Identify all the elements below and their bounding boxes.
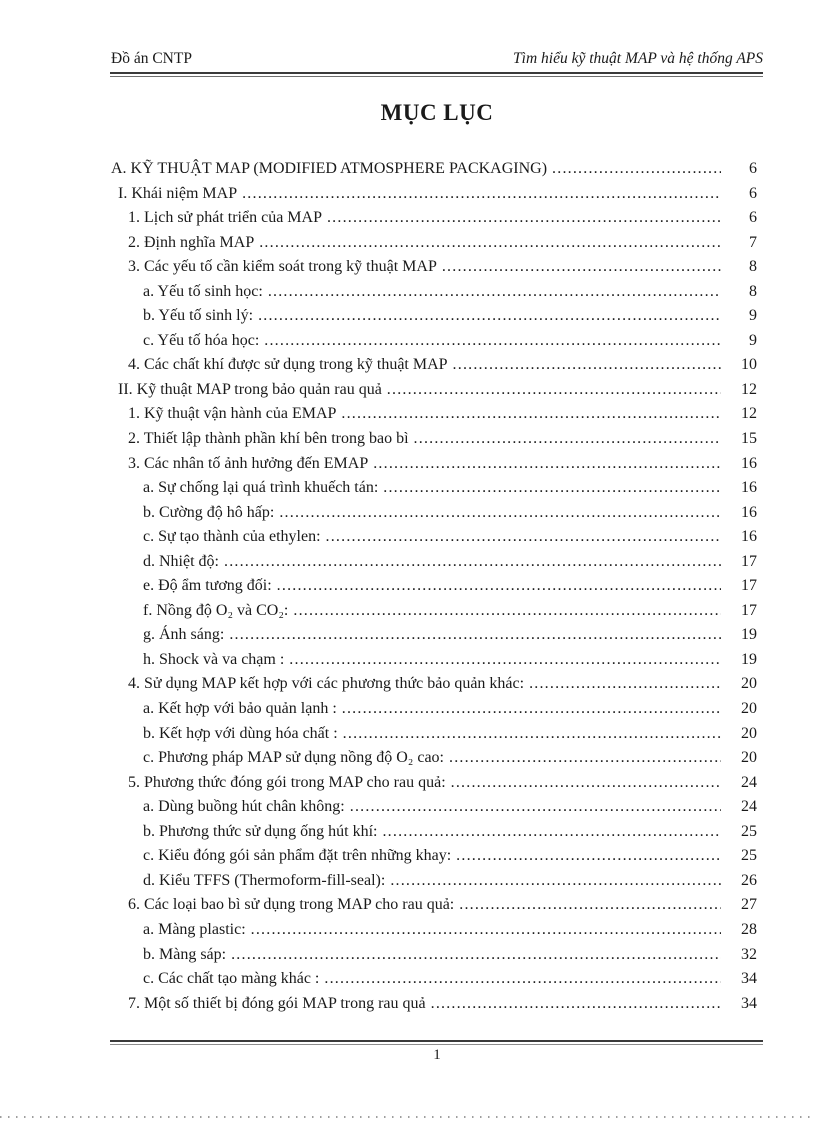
toc-entry[interactable] — [111, 602, 763, 627]
toc-page-number: 16 — [741, 454, 757, 472]
toc-dot-leader — [224, 553, 721, 571]
toc-page-number: 12 — [741, 405, 757, 423]
toc-entry-label: 3. Các yếu tố cần kiểm soát trong kỹ thuật MAP — [128, 258, 437, 276]
toc-page-number: 17 — [741, 601, 757, 619]
toc-dot-leader — [279, 504, 721, 522]
toc-entry-label: 6. Các loại bao bì sử dụng trong MAP cho rau quả: — [128, 896, 455, 914]
toc-dot-leader — [326, 528, 721, 546]
toc-dot-leader — [449, 749, 721, 767]
toc-entry[interactable] — [111, 209, 763, 234]
toc-entry-label: A. KỸ THUẬT MAP (MODIFIED ATMOSPHERE PACKAGING) — [111, 160, 548, 177]
toc-page-number: 6 — [749, 160, 757, 177]
toc-page-number: 26 — [741, 871, 757, 889]
toc-dot-leader — [229, 626, 721, 644]
toc-entry[interactable] — [111, 995, 763, 1020]
toc-entry[interactable] — [111, 356, 763, 381]
toc-dot-leader — [264, 332, 721, 350]
toc-entry[interactable] — [111, 234, 763, 259]
toc-entry[interactable] — [111, 160, 763, 185]
toc-entry[interactable] — [111, 332, 763, 357]
toc-entry-label: b. Màng sáp: — [143, 945, 227, 963]
toc-entry-label: a. Dùng buồng hút chân không: — [143, 798, 345, 816]
footer-page-number: 1 — [433, 1047, 441, 1063]
toc-page-number: 9 — [749, 331, 757, 349]
header-left-text: Đồ án CNTP — [111, 50, 192, 67]
toc-page-number: 25 — [741, 847, 757, 865]
page-header — [111, 50, 763, 68]
toc-dot-leader — [341, 405, 721, 423]
toc-entry[interactable] — [111, 675, 763, 700]
toc-entry-label: c. Yếu tố hóa học: — [143, 331, 260, 349]
toc-entry[interactable] — [111, 405, 763, 430]
toc-entry-label: b. Phương thức sử dụng ống hút khí: — [143, 822, 378, 840]
toc-dot-leader — [390, 872, 721, 890]
toc-dot-leader — [251, 921, 721, 939]
toc-entry-label: b. Kết hợp với dùng hóa chất : — [143, 724, 338, 742]
toc-entry[interactable] — [111, 921, 763, 946]
toc-page-number: 8 — [749, 258, 757, 276]
toc-dot-leader — [383, 479, 721, 497]
toc-entry-label: 2. Thiết lập thành phần khí bên trong bao bì — [128, 430, 409, 448]
toc-entry[interactable] — [111, 283, 763, 308]
toc-page-number: 6 — [749, 184, 757, 202]
toc-entry[interactable] — [111, 528, 763, 553]
toc-dot-leader — [414, 430, 721, 448]
toc-entry[interactable] — [111, 970, 763, 995]
toc-page-number: 7 — [749, 233, 757, 251]
toc-dot-leader — [327, 209, 721, 227]
toc-dot-leader — [373, 455, 721, 473]
toc-entry[interactable] — [111, 823, 763, 848]
toc-entry-label: 1. Lịch sử phát triển của MAP — [128, 209, 322, 227]
toc-entry-label: c. Phương pháp MAP sử dụng nồng độ O₂ cao: — [143, 749, 444, 767]
toc-dot-leader — [382, 823, 721, 841]
toc-dot-leader — [387, 381, 721, 399]
toc-entry[interactable] — [111, 381, 763, 406]
toc-entry-label: h. Shock và va chạm : — [143, 650, 285, 668]
toc-entry-label: c. Kiểu đóng gói sản phẩm đặt trên những khay: — [143, 847, 452, 865]
toc-dot-leader — [258, 307, 721, 325]
toc-entry[interactable] — [111, 946, 763, 971]
toc-entry-label: a. Màng plastic: — [143, 920, 246, 938]
toc-dot-leader — [242, 185, 721, 203]
toc-page-number: 20 — [741, 724, 757, 742]
toc-page-number: 12 — [741, 380, 757, 398]
header-rule — [110, 72, 763, 77]
toc-entry-label: 7. Một số thiết bị đóng gói MAP trong rau quả — [128, 994, 426, 1012]
toc-entry-label: d. Nhiệt độ: — [143, 552, 219, 570]
toc-dot-leader — [231, 946, 721, 964]
toc-entry[interactable] — [111, 455, 763, 480]
toc-page-number: 17 — [741, 552, 757, 570]
toc-page-number: 6 — [749, 209, 757, 227]
toc-page-number: 19 — [741, 650, 757, 668]
toc-page-number: 16 — [741, 528, 757, 546]
toc-page-number: 10 — [741, 356, 757, 374]
toc-entry[interactable] — [111, 749, 763, 774]
toc-entry[interactable] — [111, 307, 763, 332]
header-right-text: Tìm hiểu kỹ thuật MAP và hệ thống APS — [513, 50, 763, 67]
toc-page-number: 20 — [741, 675, 757, 693]
toc-page-number: 24 — [741, 798, 757, 816]
page-footer — [111, 1047, 763, 1064]
toc-page-number: 20 — [741, 700, 757, 718]
toc-entry[interactable] — [111, 504, 763, 529]
toc-page-number: 9 — [749, 307, 757, 325]
toc-page-number: 27 — [741, 896, 757, 914]
toc-dot-leader — [293, 602, 721, 620]
toc-page-number: 28 — [741, 920, 757, 938]
toc-entry-label: b. Cường độ hô hấp: — [143, 503, 275, 521]
toc-entry-label: c. Các chất tạo màng khác : — [143, 970, 320, 988]
toc-entry[interactable] — [111, 896, 763, 921]
toc-entry[interactable] — [111, 626, 763, 651]
toc-list — [111, 160, 763, 1019]
toc-entry-label: 2. Định nghĩa MAP — [128, 233, 255, 251]
toc-page-number: 16 — [741, 479, 757, 497]
toc-entry-label: g. Ánh sáng: — [143, 626, 225, 644]
toc-dot-leader — [259, 234, 721, 252]
toc-entry-label: c. Sự tạo thành của ethylen: — [143, 528, 321, 546]
toc-page-number: 34 — [741, 994, 757, 1012]
toc-page-number: 34 — [741, 970, 757, 988]
toc-entry[interactable] — [111, 651, 763, 676]
page-title: MỤC LỤC — [380, 100, 494, 125]
toc-entry[interactable] — [111, 847, 763, 872]
toc-dot-leader — [459, 896, 721, 914]
toc-entry-label: 5. Phương thức đóng gói trong MAP cho rau quả: — [128, 773, 446, 791]
toc-entry-label: 4. Các chất khí được sử dụng trong kỹ thuật MAP — [128, 356, 448, 374]
toc-entry[interactable] — [111, 258, 763, 283]
toc-entry-label: 4. Sử dụng MAP kết hợp với các phương thức bảo quản khác: — [128, 675, 525, 693]
toc-dot-leader — [529, 675, 721, 693]
toc-entry-label: I. Khái niệm MAP — [118, 184, 238, 202]
toc-dot-leader — [442, 258, 721, 276]
toc-entry[interactable] — [111, 430, 763, 455]
toc-page-number: 32 — [741, 945, 757, 963]
toc-dot-leader — [342, 700, 721, 718]
toc-page-number: 20 — [741, 749, 757, 767]
toc-entry[interactable] — [111, 774, 763, 799]
footer-rule — [110, 1040, 763, 1045]
toc-dot-leader — [453, 356, 721, 374]
toc-page-number: 17 — [741, 577, 757, 595]
toc-dot-leader — [277, 577, 721, 595]
toc-page-number: 25 — [741, 822, 757, 840]
bottom-dotted-rule — [0, 1116, 816, 1118]
toc-entry[interactable] — [111, 185, 763, 210]
toc-entry-label: 1. Kỹ thuật vận hành của EMAP — [128, 405, 337, 423]
toc-dot-leader — [324, 970, 721, 988]
toc-page-number: 24 — [741, 773, 757, 791]
toc-page-number: 15 — [741, 430, 757, 448]
toc-entry-label: b. Yếu tố sinh lý: — [143, 307, 254, 325]
toc-entry-label: d. Kiểu TFFS (Thermoform-fill-seal): — [143, 871, 386, 889]
toc-entry[interactable] — [111, 577, 763, 602]
toc-dot-leader — [343, 725, 721, 743]
toc-page-number: 19 — [741, 626, 757, 644]
toc-entry-label: f. Nồng độ O₂ và CO₂: — [143, 601, 289, 619]
toc-page-number: 8 — [749, 282, 757, 300]
toc-page-number: 16 — [741, 503, 757, 521]
toc-dot-leader — [350, 798, 721, 816]
toc-entry-label: 3. Các nhân tố ảnh hưởng đến EMAP — [128, 454, 369, 472]
toc-entry-label: II. Kỹ thuật MAP trong bảo quản rau quả — [118, 380, 382, 398]
toc-dot-leader — [456, 847, 721, 865]
toc-dot-leader — [451, 774, 721, 792]
toc-entry[interactable] — [111, 553, 763, 578]
toc-dot-leader — [268, 283, 721, 301]
toc-entry-label: a. Kết hợp với bảo quản lạnh : — [143, 700, 337, 718]
toc-entry-label: a. Yếu tố sinh học: — [143, 282, 263, 300]
toc-entry[interactable] — [111, 700, 763, 725]
toc-entry[interactable] — [111, 872, 763, 897]
toc-dot-leader — [289, 651, 721, 669]
toc-entry[interactable] — [111, 479, 763, 504]
toc-entry-label: e. Độ ẩm tương đối: — [143, 577, 272, 595]
toc-dot-leader — [552, 160, 721, 178]
toc-entry[interactable] — [111, 798, 763, 823]
toc-dot-leader — [431, 995, 721, 1013]
toc-entry-label: a. Sự chống lại quá trình khuếch tán: — [143, 479, 379, 497]
toc-entry[interactable] — [111, 725, 763, 750]
